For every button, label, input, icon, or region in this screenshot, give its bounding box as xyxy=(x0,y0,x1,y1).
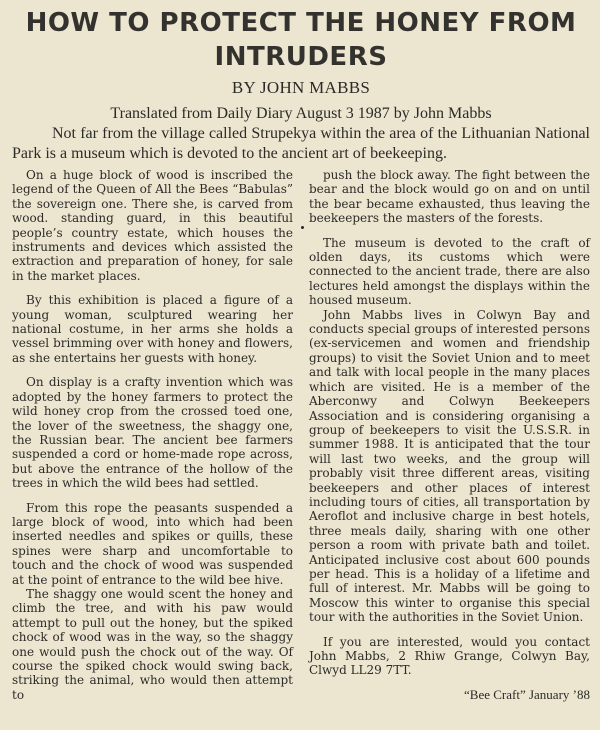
article-intro xyxy=(12,104,590,164)
translation-note: Translated from Daily Diary August 3 1987 by John Mabbs xyxy=(110,105,492,122)
article-body xyxy=(12,168,590,712)
paragraph: On display is a crafty invention which was adopted by the honey farmers to protect the wild honey crop from the crossed toed one, the lover of the sweetness, the shaggy one, the Russian bear. The ancient bee farmers suspended a cord or home-made rope across, but above the entrance of the hollow of the trees in which the wild bees had settled. xyxy=(12,375,293,491)
source-credit: “Bee Craft” January ’88 xyxy=(464,686,590,702)
right-column xyxy=(309,168,590,712)
article-title: HOW TO PROTECT THE HONEY FROM INTRUDERS xyxy=(25,8,577,72)
paragraph: The museum is devoted to the craft of olden days, its customs which were connected to the ancient trade, there are also lectures held amongst the displays within the housed museum. xyxy=(309,235,590,308)
paragraph: By this exhibition is placed a figure of a young woman, sculptured wearing her national costume, in her arms she holds a vessel brimming over with honey and flowers, as she entertains her guests with honey. xyxy=(12,293,293,365)
paragraph: On a huge block of wood is inscribed the legend of the Queen of All the Bees “Babulas” the sovereign one. There she, is carved from wood. standing guard, in this beautiful people’s country estate, which houses the instruments and devices which assisted the extraction and preparation of honey, for sale in the market places. xyxy=(12,168,293,283)
article-byline: BY JOHN MABBS xyxy=(231,78,371,97)
print-speck xyxy=(301,226,304,229)
paragraph: If you are interested, would you contact John Mabbs, 2 Rhiw Grange, Colwyn Bay, Clwyd LL29 7TT. xyxy=(309,634,590,678)
paragraph: John Mabbs lives in Colwyn Bay and conducts special groups of interested persons (ex-servicemen and women and friendship groups) to visit the Soviet Union and to meet and talk with local people in the many places which are visited. He is a member of the Aberconwy and Colwyn Beekeepers Association and is considering organising a group of beekeepers to visit the U.S.S.R. in summer 1988. It is anticipated that the tour will last two weeks, and the group will probably visit three different areas, visiting beekeepers and other places of interest including tours of cities, all transportation by Aeroflot and inclusive charge in best hotels, three meals daily, sharing with one other person a room with private bath and toilet. Anticipated inclusive cost about 600 pounds per head. This is a holiday of a lifetime and full of interest. Mr. Mabbs will be going to Moscow this winter to organise this special tour with the authorities in the Soviet Union. xyxy=(309,307,590,625)
paragraph: From this rope the peasants suspended a large block of wood, into which had been inserted needles and spikes or quills, these spines were sharp and uncomfortable to touch and the chock of wood was suspended at the point of entrance to the wild bee hive. xyxy=(12,500,293,587)
article-lede: Not far from the village called Strupekya within the area of the Lithuanian National Park is a museum which is devoted to the ancient art of beekeeping. xyxy=(12,125,590,162)
paragraph: The shaggy one would scent the honey and climb the tree, and with his paw would attempt to pull out the honey, but the spiked chock of wood was in the way, so the shaggy one would push the chock out of the way. Of course the spiked chock would swing back, striking the animal, who would then attempt to xyxy=(12,586,293,702)
left-column xyxy=(12,168,293,712)
paragraph: push the block away. The fight between the bear and the block would go on and on until the bear became exhausted, thus leaving the beekeepers the masters of the forests. xyxy=(309,168,590,226)
